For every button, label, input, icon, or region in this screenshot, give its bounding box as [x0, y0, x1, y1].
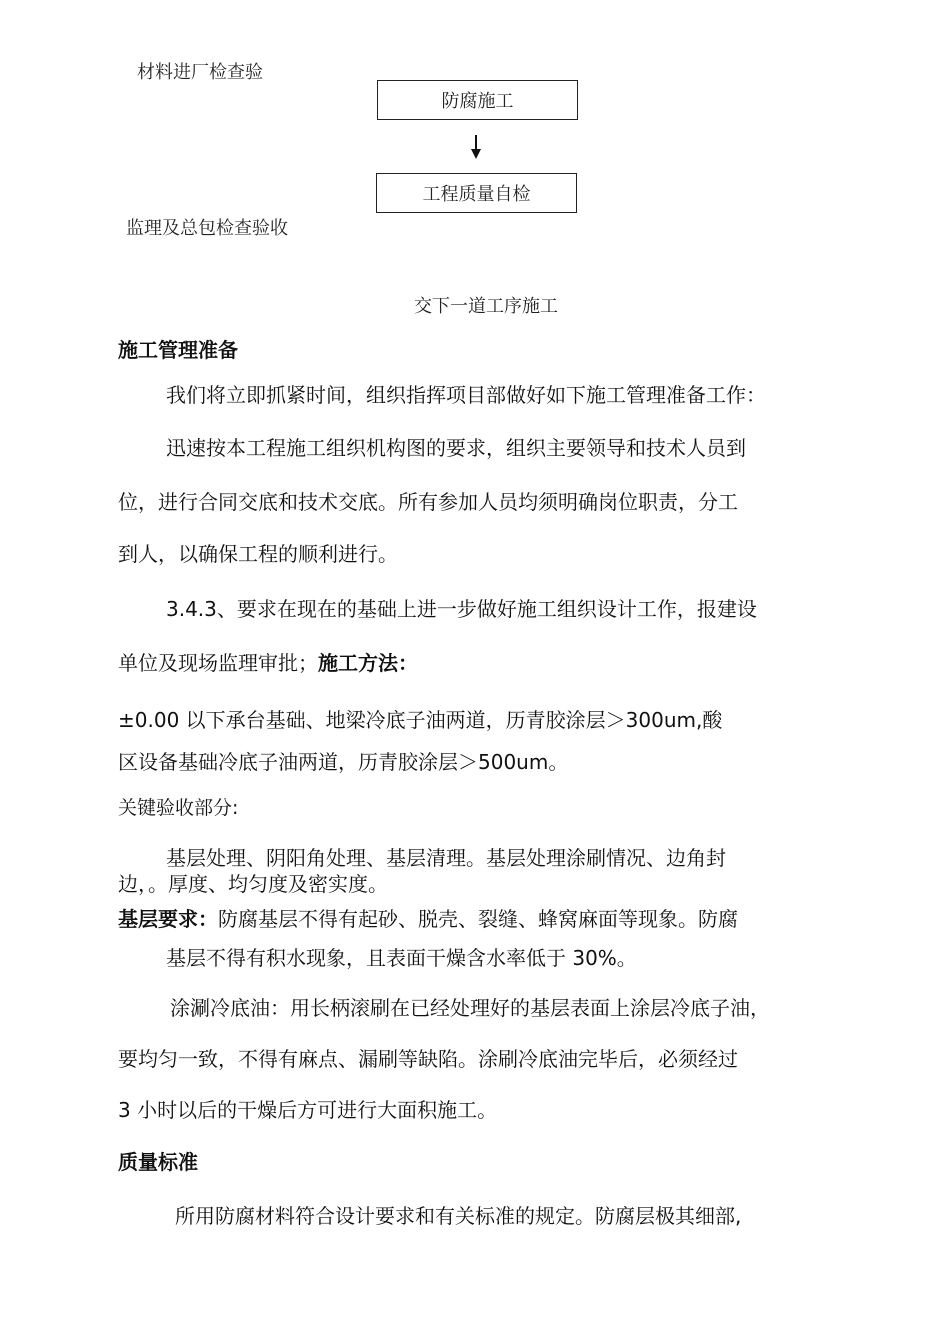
paragraph-line: 位，进行合同交底和技术交底。所有参加人员均须明确岗位职责，分工	[118, 490, 738, 514]
flow-step-label: 防腐施工	[441, 91, 514, 112]
flow-left-label-inspection: 材料进厂检查验	[137, 62, 263, 83]
flow-arrow-down-icon	[471, 149, 481, 159]
acceptance-label: 关键验收部分:	[118, 797, 239, 819]
flow-step-label: 工程质量自检	[422, 184, 531, 205]
paragraph-line: 3 小时以后的干燥后方可进行大面积施工。	[118, 1098, 498, 1122]
flow-left-label-supervision: 监理及总包检查验收	[126, 218, 288, 239]
paragraph-line: ±0.00 以下承台基础、地梁冷底子油两道，历青胶涂层＞300um,酸	[118, 708, 723, 732]
paragraph-text: 防腐基层不得有起砂、脱壳、裂缝、蜂窝麻面等现象。防腐	[218, 907, 738, 931]
paragraph-line: 区设备基础冷底子油两道，历青胶涂层＞500um。	[118, 750, 569, 774]
section-title-management: 施工管理准备	[118, 338, 238, 362]
inline-heading-base-requirement: 基层要求：	[118, 907, 218, 931]
paragraph-line: 到人，以确保工程的顺利进行。	[118, 542, 398, 566]
paragraph-line: 迅速按本工程施工组织机构图的要求，组织主要领导和技术人员到	[166, 436, 746, 460]
paragraph-line: 所用防腐材料符合设计要求和有关标准的规定。防腐层极其细部,	[175, 1204, 742, 1228]
flow-step-next-process: 交下一道工序施工	[414, 296, 558, 317]
flow-step-anticorrosion	[377, 80, 578, 120]
paragraph-line-with-heading	[118, 903, 738, 932]
paragraph-line: 涂涮冷底油：用长柄滚刷在已经处理好的基层表面上涂层冷底子油，	[170, 996, 770, 1020]
paragraph-text: 单位及现场监理审批；	[118, 651, 318, 675]
section-title-quality: 质量标准	[118, 1150, 198, 1174]
inline-heading-method: 施工方法：	[318, 651, 418, 675]
paragraph-line: 基层处理、阴阳角处理、基层清理。基层处理涂刷情况、边角封	[166, 846, 726, 870]
flow-step-self-check	[376, 173, 577, 213]
paragraph-line-with-heading	[118, 647, 418, 676]
paragraph-line: 3.4.3、要求在现在的基础上进一步做好施工组织设计工作，报建设	[166, 597, 757, 621]
paragraph-line: 我们将立即抓紧时间，组织指挥项目部做好如下施工管理准备工作：	[166, 383, 766, 407]
paragraph-line: 边，。厚度、均匀度及密实度。	[118, 872, 388, 896]
paragraph-line: 基层不得有积水现象，且表面干燥含水率低于 30%。	[166, 946, 637, 970]
paragraph-line: 要均匀一致，不得有麻点、漏刷等缺陷。涂刷冷底油完毕后，必须经过	[118, 1047, 738, 1071]
